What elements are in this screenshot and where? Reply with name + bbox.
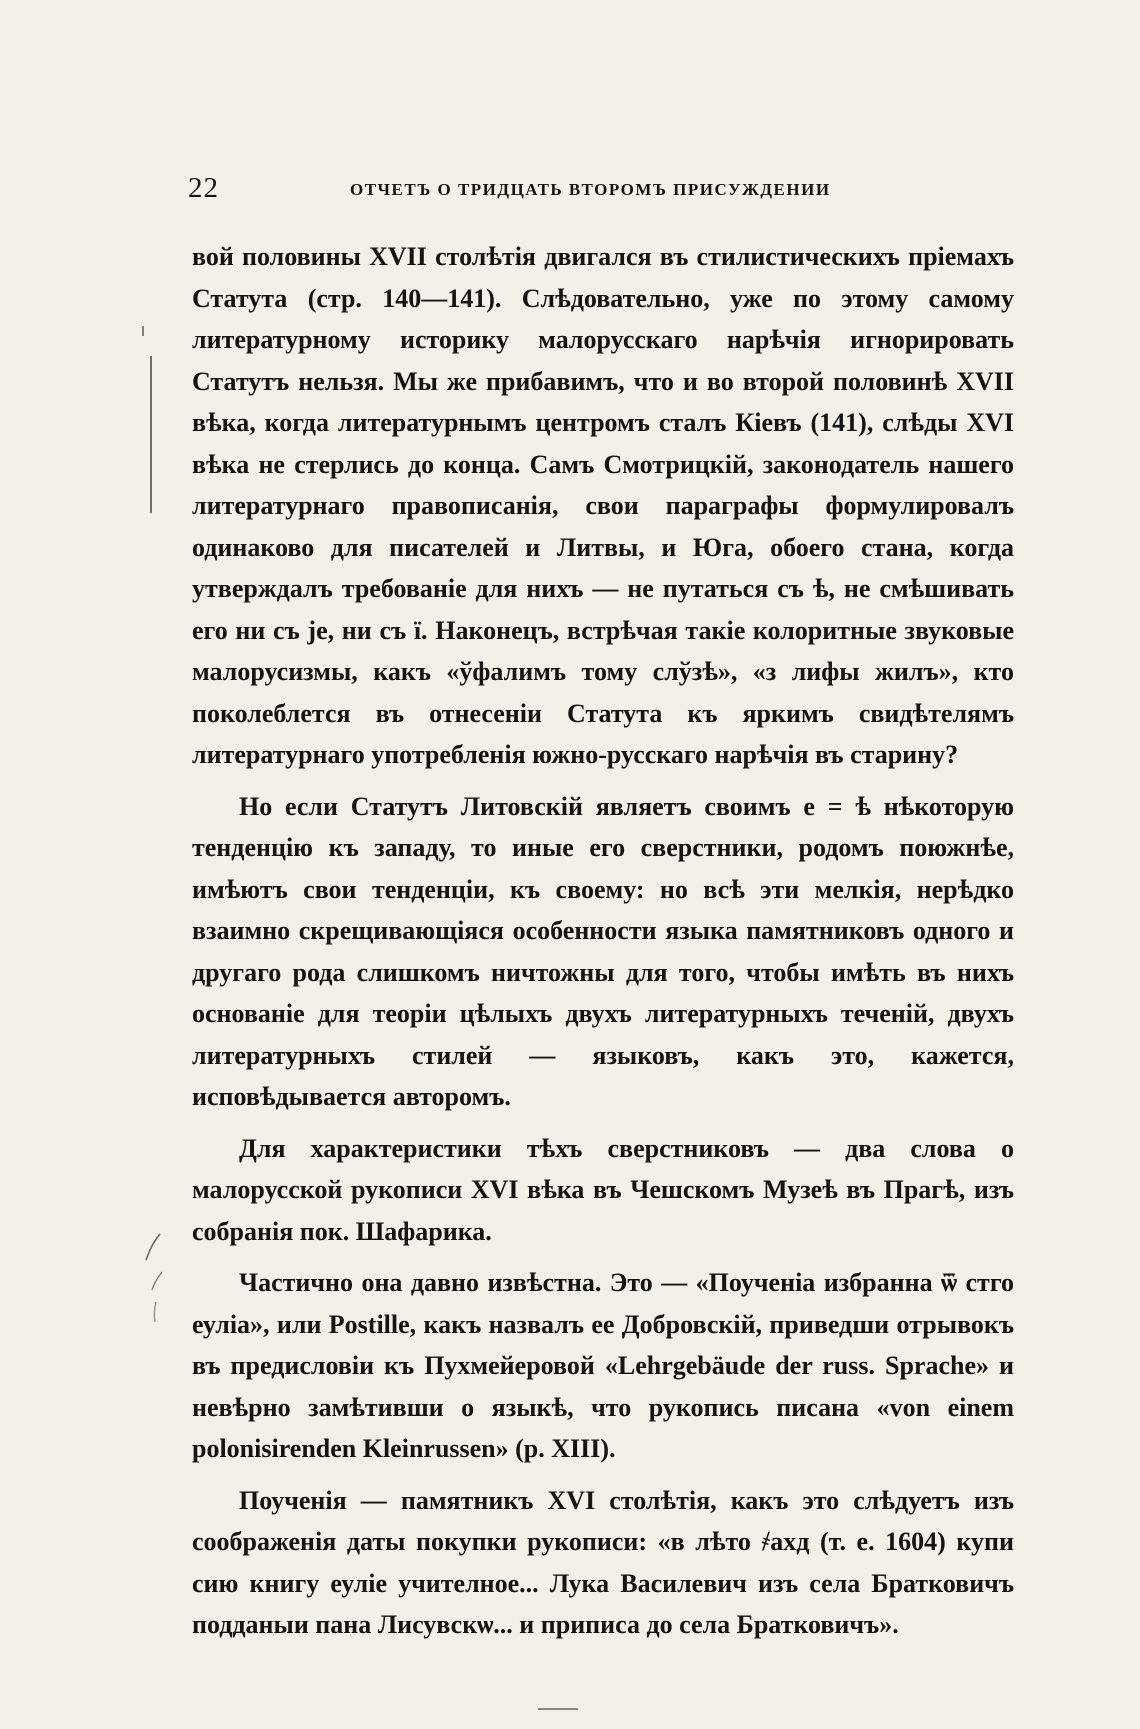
running-title: ОТЧЕТЪ О ТРИДЦАТЬ ВТОРОМЪ ПРИСУЖДЕНИИ <box>350 180 831 199</box>
paragraph: Но если Статутъ Литовскій являетъ своимъ е = ѣ нѣкоторую тенденцію къ западу, то иные его сверстники, родомъ поюжнѣе, имѣютъ свои тенденціи, къ своему: но всѣ эти мелкія, нерѣдко взаимно скрещивающіяся особенности языка памятниковъ одного и другаго рода слишкомъ ничтожны для того, чтобы имѣть въ нихъ основаніе для теоріи цѣлыхъ двухъ литературныхъ теченій, двухъ литературныхъ стилей — языковъ, какъ это, кажется, исповѣдывается авторомъ. <box>192 791 1014 1111</box>
body-text <box>192 236 1014 1656</box>
page-header <box>188 172 1018 212</box>
paragraph: Поученія — памятникъ XVI столѣтія, какъ это слѣдуетъ изъ соображенія даты покупки рукописи: «в лѣто ҂ахд (т. е. 1604) купи сию книгу еулie учителное... Лука Василевич изъ села Братковичъ подданыи пана Лисувскѡ... и приписа до села Братковичъ». <box>192 1485 1014 1639</box>
paragraph: Для характеристики тѣхъ сверстниковъ — два слова о малорусской рукописи XVI вѣка въ Чешскомъ Музеѣ въ Прагѣ, изъ собранія пок. Шафарика. <box>192 1133 1014 1246</box>
margin-sideline <box>150 356 152 513</box>
paragraph-continuation: вой половины XVII столѣтія двигался въ стилистическихъ пріемахъ Статута (стр. 140—141). Слѣдовательно, уже по этому самому литературному историку малорусскаго нарѣчія игнорировать Статутъ нельзя. Мы же прибавимъ, что и во второй половинѣ XVII вѣка, когда литературнымъ центромъ сталъ Кіевъ (141), слѣды XVI вѣка не стерлись до конца. Самъ Смотрицкій, законодатель нашего литературнаго правописанія, свои параграфы формулировалъ одинаково для писателей и Литвы, и Юга, обоего стана, когда утверждалъ требованіе для нихъ — не путаться съ ѣ, не смѣшивать его ни съ je, ни съ ї. Наконецъ, встрѣчая такіе колоритные звуковые малорусизмы, какъ «ўфалимъ тому слўзѣ», «з лифы жилъ», кто поколеблется въ отнесеніи Статута къ яркимъ свидѣтелямъ литературнаго употребленія южно-русскаго нарѣчія въ старину? <box>192 242 1014 769</box>
footer-mark <box>538 1708 578 1710</box>
margin-bracket-mark <box>142 1232 166 1324</box>
page-number: 22 <box>188 172 219 204</box>
margin-mark <box>142 326 144 336</box>
paragraph: Частично она давно извѣстна. Это — «Поученіа избранна ѿ стго еуліа», или Postille, какъ назвалъ ее Добровскій, приведши отрывокъ въ предисловіи къ Пухмейеровой «Lehrgebäude der russ. Sprache» и невѣрно замѣтивши о языкѣ, что рукопись писана «von einem polonisirenden Kleinrussen» (p. XIII). <box>192 1268 1014 1463</box>
